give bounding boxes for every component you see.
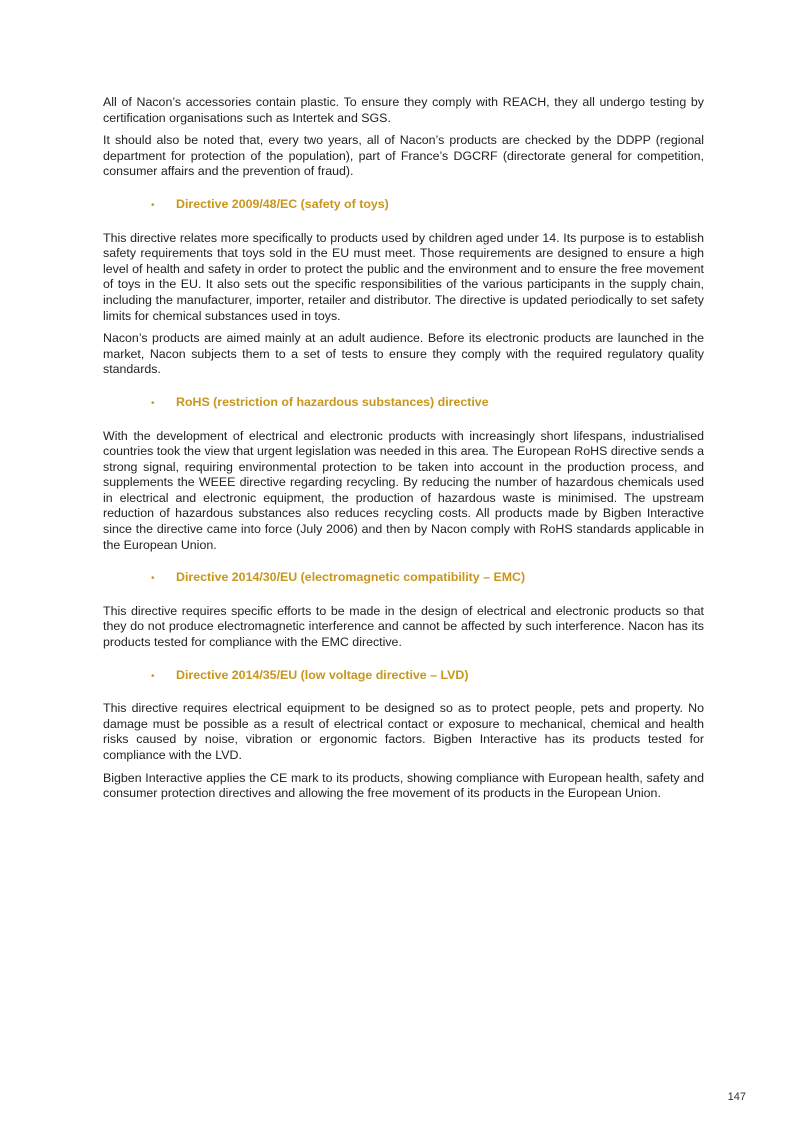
section-paragraph: This directive relates more specifically to products used by children aged under 14. Its purpose is to establish safety requirements that toys sold in the EU must meet. Those requirements are designed to ensure a high level of health and safety in order to protect the public and the environment and to ensure the free movement of toys in the EU. It also sets out the specific responsibilities of the various participants in the supply chain, including the manufacturer, importer, retailer and distributor. The directive is updated periodically to set safety limits for chemical substances used in toys. (103, 230, 704, 323)
bullet-icon: • (151, 199, 155, 211)
section-title: Directive 2014/30/EU (electromagnetic compatibility – EMC) (176, 570, 526, 585)
section-paragraph: Bigben Interactive applies the CE mark to its products, showing compliance with European health, safety and consumer protection directives and allowing the free movement of its products in the European Union. (103, 770, 704, 801)
section-heading-toys (151, 197, 704, 214)
section-paragraph: This directive requires specific efforts to be made in the design of electrical and electronic products so that they do not produce electromagnetic interference and cannot be affected by such interference. Nacon has its products tested for compliance with the EMC directive. (103, 603, 704, 650)
page-content (103, 95, 704, 809)
section-heading-lvd (151, 668, 704, 685)
bullet-icon: • (151, 573, 155, 585)
section-title: Directive 2014/35/EU (low voltage directive – LVD) (176, 667, 469, 682)
section-title: Directive 2009/48/EC (safety of toys) (176, 196, 389, 211)
section-paragraph: Nacon’s products are aimed mainly at an adult audience. Before its electronic products are launched in the market, Nacon subjects them to a set of tests to ensure they comply with the required regulatory quality standards. (103, 331, 704, 377)
intro-paragraph-2: It should also be noted that, every two years, all of Nacon’s products are checked by the DDPP (regional department for protection of the population), part of France’s DGCRF (directorate general for competition, consumer affairs and the prevention of fraud). (103, 133, 704, 179)
page-number: 147 (727, 1091, 746, 1103)
section-paragraph: With the development of electrical and electronic products with increasingly short lifespans, industrialised countries took the view that urgent legislation was needed in this area. The European RoHS directive sends a strong signal, requiring environmental protection to be taken into account in the production process, and supplements the WEEE directive regarding recycling. By reducing the number of hazardous chemicals used in electrical and electronic equipment, the production of hazardous waste is minimised. The upstream reduction of hazardous substances also reduces recycling costs. All products made by Bigben Interactive since the directive came into force (July 2006) and then by Nacon comply with RoHS standards applicable in the European Union. (103, 428, 704, 552)
bullet-icon: • (151, 670, 155, 682)
section-title: RoHS (restriction of hazardous substances) directive (176, 394, 489, 409)
bullet-icon: • (151, 397, 155, 409)
section-heading-rohs (151, 395, 704, 412)
section-heading-emc (151, 570, 704, 587)
section-paragraph: This directive requires electrical equipment to be designed so as to protect people, pets and property. No damage must be possible as a result of electrical contact or exposure to mechanical, chemical and health risks caused by noise, vibration or ergonomic factors. Bigben Interactive has its products tested for compliance with the LVD. (103, 701, 704, 762)
intro-paragraph-1: All of Nacon’s accessories contain plastic. To ensure they comply with REACH, they all undergo testing by certification organisations such as Intertek and SGS. (103, 95, 704, 125)
